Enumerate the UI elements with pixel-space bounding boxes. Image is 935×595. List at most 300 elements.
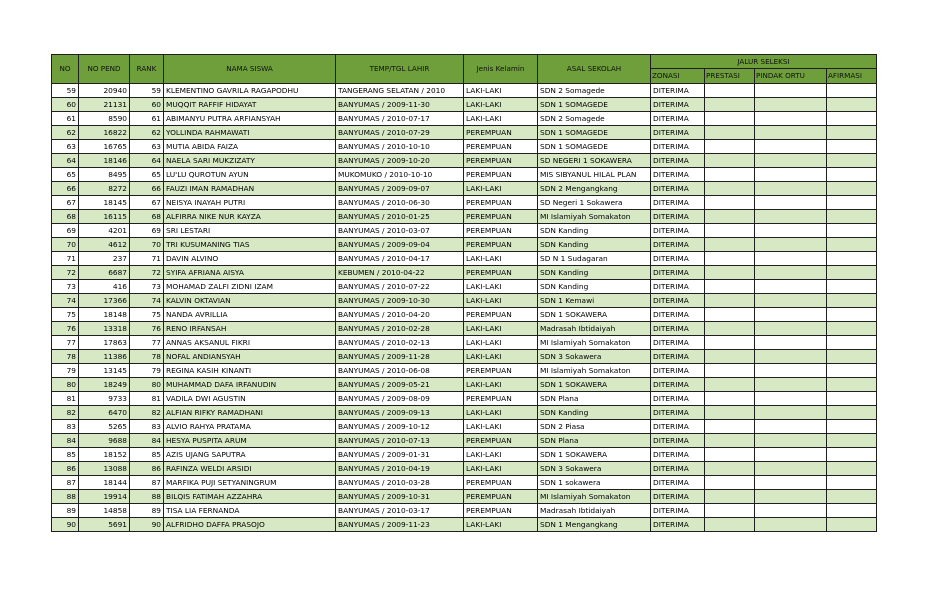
- cell-temp-tgl-lahir: BANYUMAS / 2009-11-28: [336, 350, 464, 364]
- cell-temp-tgl-lahir: BANYUMAS / 2009-10-30: [336, 294, 464, 308]
- cell-temp-tgl-lahir: BANYUMAS / 2010-02-13: [336, 336, 464, 350]
- cell-temp-tgl-lahir: BANYUMAS / 2010-06-08: [336, 364, 464, 378]
- cell-nama-siswa: ABIMANYU PUTRA ARFIANSYAH: [164, 112, 336, 126]
- cell-temp-tgl-lahir: BANYUMAS / 2010-07-29: [336, 126, 464, 140]
- cell-no: 80: [52, 378, 79, 392]
- cell-afirmasi: [827, 182, 877, 196]
- cell-pindak-ortu: [755, 490, 827, 504]
- table-row: [52, 434, 877, 448]
- cell-nama-siswa: HESYA PUSPITA ARUM: [164, 434, 336, 448]
- cell-prestasi: [705, 406, 755, 420]
- cell-pindak-ortu: [755, 336, 827, 350]
- table-row: [52, 294, 877, 308]
- cell-asal-sekolah: SDN 1 Mengangkang: [538, 518, 651, 532]
- cell-afirmasi: [827, 168, 877, 182]
- cell-no-pend: 5265: [79, 420, 130, 434]
- cell-asal-sekolah: MI Islamiyah Somakaton: [538, 210, 651, 224]
- cell-rank: 78: [130, 350, 164, 364]
- cell-asal-sekolah: SDN 3 Sokawera: [538, 350, 651, 364]
- cell-no: 61: [52, 112, 79, 126]
- cell-rank: 67: [130, 196, 164, 210]
- cell-rank: 72: [130, 266, 164, 280]
- cell-jenis-kelamin: LAKI-LAKI: [464, 518, 538, 532]
- cell-zonasi: DITERIMA: [651, 406, 705, 420]
- cell-pindak-ortu: [755, 378, 827, 392]
- cell-zonasi: DITERIMA: [651, 210, 705, 224]
- cell-no: 88: [52, 490, 79, 504]
- cell-prestasi: [705, 210, 755, 224]
- cell-temp-tgl-lahir: TANGERANG SELATAN / 2010: [336, 84, 464, 98]
- cell-zonasi: DITERIMA: [651, 476, 705, 490]
- cell-zonasi: DITERIMA: [651, 126, 705, 140]
- cell-jenis-kelamin: LAKI-LAKI: [464, 378, 538, 392]
- cell-asal-sekolah: SDN 1 SOKAWERA: [538, 448, 651, 462]
- student-selection-table: [51, 54, 877, 532]
- table-row: [52, 140, 877, 154]
- table-row: [52, 364, 877, 378]
- cell-pindak-ortu: [755, 476, 827, 490]
- cell-no: 76: [52, 322, 79, 336]
- cell-rank: 82: [130, 406, 164, 420]
- cell-jenis-kelamin: LAKI-LAKI: [464, 98, 538, 112]
- cell-no-pend: 13088: [79, 462, 130, 476]
- cell-temp-tgl-lahir: BANYUMAS / 2010-02-28: [336, 322, 464, 336]
- cell-jenis-kelamin: LAKI-LAKI: [464, 350, 538, 364]
- table-row: [52, 476, 877, 490]
- cell-nama-siswa: REGINA KASIH KINANTI: [164, 364, 336, 378]
- cell-afirmasi: [827, 224, 877, 238]
- cell-nama-siswa: RAFINZA WELDI ARSIDI: [164, 462, 336, 476]
- cell-temp-tgl-lahir: BANYUMAS / 2009-10-12: [336, 420, 464, 434]
- cell-no: 77: [52, 336, 79, 350]
- cell-jenis-kelamin: LAKI-LAKI: [464, 182, 538, 196]
- table-row: [52, 336, 877, 350]
- cell-no-pend: 18144: [79, 476, 130, 490]
- cell-prestasi: [705, 378, 755, 392]
- cell-nama-siswa: NEISYA INAYAH PUTRI: [164, 196, 336, 210]
- table-row: [52, 518, 877, 532]
- cell-no-pend: 21131: [79, 98, 130, 112]
- cell-asal-sekolah: SDN 2 Somagede: [538, 84, 651, 98]
- cell-pindak-ortu: [755, 462, 827, 476]
- cell-prestasi: [705, 238, 755, 252]
- cell-asal-sekolah: SDN Kanding: [538, 224, 651, 238]
- cell-no-pend: 17863: [79, 336, 130, 350]
- cell-afirmasi: [827, 476, 877, 490]
- cell-no: 81: [52, 392, 79, 406]
- cell-asal-sekolah: SDN 2 Mengangkang: [538, 182, 651, 196]
- cell-prestasi: [705, 266, 755, 280]
- cell-asal-sekolah: SDN 3 Sokawera: [538, 462, 651, 476]
- cell-zonasi: DITERIMA: [651, 252, 705, 266]
- cell-no: 89: [52, 504, 79, 518]
- cell-afirmasi: [827, 518, 877, 532]
- cell-jenis-kelamin: PEREMPUAN: [464, 154, 538, 168]
- cell-nama-siswa: YOLLINDA RAHMAWATI: [164, 126, 336, 140]
- cell-prestasi: [705, 224, 755, 238]
- cell-afirmasi: [827, 112, 877, 126]
- cell-nama-siswa: ALFRIDHO DAFFA PRASOJO: [164, 518, 336, 532]
- cell-zonasi: DITERIMA: [651, 182, 705, 196]
- header-no-pend: NO PEND: [79, 55, 130, 84]
- cell-nama-siswa: MARFIKA PUJI SETYANINGRUM: [164, 476, 336, 490]
- cell-prestasi: [705, 98, 755, 112]
- cell-nama-siswa: SRI LESTARI: [164, 224, 336, 238]
- cell-jenis-kelamin: PEREMPUAN: [464, 238, 538, 252]
- cell-no-pend: 19914: [79, 490, 130, 504]
- cell-no: 83: [52, 420, 79, 434]
- cell-prestasi: [705, 140, 755, 154]
- cell-afirmasi: [827, 378, 877, 392]
- cell-temp-tgl-lahir: BANYUMAS / 2010-03-28: [336, 476, 464, 490]
- table-row: [52, 462, 877, 476]
- cell-afirmasi: [827, 462, 877, 476]
- cell-prestasi: [705, 308, 755, 322]
- cell-pindak-ortu: [755, 196, 827, 210]
- cell-prestasi: [705, 322, 755, 336]
- cell-rank: 66: [130, 182, 164, 196]
- cell-no-pend: 18146: [79, 154, 130, 168]
- cell-rank: 69: [130, 224, 164, 238]
- cell-pindak-ortu: [755, 266, 827, 280]
- cell-zonasi: DITERIMA: [651, 434, 705, 448]
- cell-temp-tgl-lahir: BANYUMAS / 2010-01-25: [336, 210, 464, 224]
- cell-zonasi: DITERIMA: [651, 420, 705, 434]
- cell-afirmasi: [827, 98, 877, 112]
- cell-temp-tgl-lahir: BANYUMAS / 2009-09-04: [336, 238, 464, 252]
- cell-prestasi: [705, 490, 755, 504]
- cell-prestasi: [705, 168, 755, 182]
- cell-no: 68: [52, 210, 79, 224]
- cell-temp-tgl-lahir: BANYUMAS / 2009-09-07: [336, 182, 464, 196]
- cell-prestasi: [705, 448, 755, 462]
- cell-zonasi: DITERIMA: [651, 392, 705, 406]
- cell-asal-sekolah: SDN Plana: [538, 392, 651, 406]
- cell-afirmasi: [827, 266, 877, 280]
- cell-asal-sekolah: SD NEGERI 1 SOKAWERA: [538, 154, 651, 168]
- cell-afirmasi: [827, 196, 877, 210]
- cell-no: 86: [52, 462, 79, 476]
- cell-asal-sekolah: SDN 1 sokawera: [538, 476, 651, 490]
- cell-no-pend: 8272: [79, 182, 130, 196]
- table-row: [52, 448, 877, 462]
- cell-no-pend: 17366: [79, 294, 130, 308]
- cell-rank: 70: [130, 238, 164, 252]
- cell-nama-siswa: MUTIA ABIDA FAIZA: [164, 140, 336, 154]
- cell-afirmasi: [827, 252, 877, 266]
- cell-temp-tgl-lahir: KEBUMEN / 2010-04-22: [336, 266, 464, 280]
- cell-pindak-ortu: [755, 112, 827, 126]
- table-row: [52, 182, 877, 196]
- cell-rank: 86: [130, 462, 164, 476]
- cell-no: 70: [52, 238, 79, 252]
- cell-jenis-kelamin: PEREMPUAN: [464, 490, 538, 504]
- cell-rank: 87: [130, 476, 164, 490]
- table-row: [52, 84, 877, 98]
- cell-temp-tgl-lahir: BANYUMAS / 2009-09-13: [336, 406, 464, 420]
- cell-asal-sekolah: SDN Kanding: [538, 280, 651, 294]
- cell-temp-tgl-lahir: BANYUMAS / 2010-03-07: [336, 224, 464, 238]
- cell-afirmasi: [827, 350, 877, 364]
- cell-no: 82: [52, 406, 79, 420]
- cell-jenis-kelamin: PEREMPUAN: [464, 476, 538, 490]
- cell-jenis-kelamin: PEREMPUAN: [464, 196, 538, 210]
- cell-jenis-kelamin: LAKI-LAKI: [464, 336, 538, 350]
- cell-rank: 85: [130, 448, 164, 462]
- cell-nama-siswa: MUQQIT RAFFIF HIDAYAT: [164, 98, 336, 112]
- table-row: [52, 196, 877, 210]
- cell-rank: 83: [130, 420, 164, 434]
- cell-temp-tgl-lahir: BANYUMAS / 2009-05-21: [336, 378, 464, 392]
- cell-afirmasi: [827, 154, 877, 168]
- cell-nama-siswa: MUHAMMAD DAFA IRFANUDIN: [164, 378, 336, 392]
- table-row: [52, 490, 877, 504]
- cell-asal-sekolah: SDN Kanding: [538, 238, 651, 252]
- cell-pindak-ortu: [755, 126, 827, 140]
- cell-no-pend: 20940: [79, 84, 130, 98]
- cell-zonasi: DITERIMA: [651, 266, 705, 280]
- cell-jenis-kelamin: LAKI-LAKI: [464, 448, 538, 462]
- table-row: [52, 322, 877, 336]
- cell-zonasi: DITERIMA: [651, 448, 705, 462]
- header-prestasi: PRESTASI: [705, 69, 755, 84]
- cell-pindak-ortu: [755, 518, 827, 532]
- cell-jenis-kelamin: LAKI-LAKI: [464, 462, 538, 476]
- cell-jenis-kelamin: PEREMPUAN: [464, 308, 538, 322]
- cell-asal-sekolah: SDN 1 SOMAGEDE: [538, 98, 651, 112]
- cell-no: 67: [52, 196, 79, 210]
- cell-no-pend: 18249: [79, 378, 130, 392]
- cell-pindak-ortu: [755, 322, 827, 336]
- cell-zonasi: DITERIMA: [651, 280, 705, 294]
- cell-no-pend: 5691: [79, 518, 130, 532]
- cell-rank: 76: [130, 322, 164, 336]
- cell-nama-siswa: RENO IRFANSAH: [164, 322, 336, 336]
- cell-nama-siswa: TRI KUSUMANING TIAS: [164, 238, 336, 252]
- cell-no: 90: [52, 518, 79, 532]
- cell-asal-sekolah: SDN 1 SOKAWERA: [538, 378, 651, 392]
- table-row: [52, 266, 877, 280]
- cell-pindak-ortu: [755, 392, 827, 406]
- cell-rank: 77: [130, 336, 164, 350]
- cell-no-pend: 8590: [79, 112, 130, 126]
- cell-afirmasi: [827, 84, 877, 98]
- cell-temp-tgl-lahir: BANYUMAS / 2009-01-31: [336, 448, 464, 462]
- cell-jenis-kelamin: PEREMPUAN: [464, 392, 538, 406]
- cell-no: 72: [52, 266, 79, 280]
- cell-prestasi: [705, 280, 755, 294]
- header-zonasi: ZONASI: [651, 69, 705, 84]
- cell-pindak-ortu: [755, 406, 827, 420]
- cell-jenis-kelamin: PEREMPUAN: [464, 504, 538, 518]
- cell-pindak-ortu: [755, 420, 827, 434]
- cell-zonasi: DITERIMA: [651, 504, 705, 518]
- cell-rank: 73: [130, 280, 164, 294]
- cell-no: 75: [52, 308, 79, 322]
- cell-temp-tgl-lahir: BANYUMAS / 2010-04-19: [336, 462, 464, 476]
- cell-zonasi: DITERIMA: [651, 224, 705, 238]
- cell-asal-sekolah: MI Islamiyah Somakaton: [538, 336, 651, 350]
- cell-no-pend: 6687: [79, 266, 130, 280]
- cell-temp-tgl-lahir: BANYUMAS / 2009-10-31: [336, 490, 464, 504]
- table-body: [52, 84, 877, 532]
- cell-rank: 62: [130, 126, 164, 140]
- cell-nama-siswa: KLEMENTINO GAVRILA RAGAPODHU: [164, 84, 336, 98]
- cell-afirmasi: [827, 336, 877, 350]
- cell-no: 71: [52, 252, 79, 266]
- cell-asal-sekolah: SDN Plana: [538, 434, 651, 448]
- cell-zonasi: DITERIMA: [651, 140, 705, 154]
- cell-prestasi: [705, 336, 755, 350]
- cell-prestasi: [705, 518, 755, 532]
- cell-asal-sekolah: MI Islamiyah Somakaton: [538, 364, 651, 378]
- cell-rank: 61: [130, 112, 164, 126]
- cell-pindak-ortu: [755, 210, 827, 224]
- cell-prestasi: [705, 112, 755, 126]
- cell-pindak-ortu: [755, 448, 827, 462]
- cell-rank: 64: [130, 154, 164, 168]
- cell-temp-tgl-lahir: BANYUMAS / 2010-04-17: [336, 252, 464, 266]
- cell-no-pend: 18152: [79, 448, 130, 462]
- cell-zonasi: DITERIMA: [651, 336, 705, 350]
- cell-temp-tgl-lahir: BANYUMAS / 2010-06-30: [336, 196, 464, 210]
- cell-prestasi: [705, 350, 755, 364]
- cell-rank: 65: [130, 168, 164, 182]
- cell-zonasi: DITERIMA: [651, 168, 705, 182]
- cell-jenis-kelamin: LAKI-LAKI: [464, 84, 538, 98]
- cell-nama-siswa: TISA LIA FERNANDA: [164, 504, 336, 518]
- cell-pindak-ortu: [755, 140, 827, 154]
- cell-no: 65: [52, 168, 79, 182]
- cell-rank: 79: [130, 364, 164, 378]
- cell-temp-tgl-lahir: BANYUMAS / 2010-07-13: [336, 434, 464, 448]
- table-row: [52, 392, 877, 406]
- cell-prestasi: [705, 462, 755, 476]
- cell-temp-tgl-lahir: BANYUMAS / 2009-11-30: [336, 98, 464, 112]
- cell-pindak-ortu: [755, 364, 827, 378]
- cell-no-pend: 4201: [79, 224, 130, 238]
- cell-asal-sekolah: SDN 2 Piasa: [538, 420, 651, 434]
- cell-jenis-kelamin: PEREMPUAN: [464, 140, 538, 154]
- cell-pindak-ortu: [755, 84, 827, 98]
- cell-asal-sekolah: Madrasah Ibtidaiyah: [538, 504, 651, 518]
- cell-afirmasi: [827, 238, 877, 252]
- cell-afirmasi: [827, 406, 877, 420]
- table-row: [52, 406, 877, 420]
- cell-jenis-kelamin: PEREMPUAN: [464, 224, 538, 238]
- cell-afirmasi: [827, 434, 877, 448]
- cell-pindak-ortu: [755, 308, 827, 322]
- cell-zonasi: DITERIMA: [651, 322, 705, 336]
- header-nama-siswa: NAMA SISWA: [164, 55, 336, 84]
- cell-temp-tgl-lahir: BANYUMAS / 2009-08-09: [336, 392, 464, 406]
- cell-no-pend: 13145: [79, 364, 130, 378]
- cell-nama-siswa: ALVIO RAHYA PRATAMA: [164, 420, 336, 434]
- cell-prestasi: [705, 504, 755, 518]
- cell-jenis-kelamin: PEREMPUAN: [464, 266, 538, 280]
- cell-afirmasi: [827, 210, 877, 224]
- cell-no-pend: 14858: [79, 504, 130, 518]
- header-afirmasi: AFIRMASI: [827, 69, 877, 84]
- cell-pindak-ortu: [755, 504, 827, 518]
- cell-afirmasi: [827, 392, 877, 406]
- cell-prestasi: [705, 182, 755, 196]
- cell-no: 73: [52, 280, 79, 294]
- cell-pindak-ortu: [755, 154, 827, 168]
- cell-no-pend: 9733: [79, 392, 130, 406]
- cell-no-pend: 16765: [79, 140, 130, 154]
- header-jenis-kelamin: Jenis Kelamin: [464, 55, 538, 84]
- cell-asal-sekolah: SDN 1 SOMAGEDE: [538, 126, 651, 140]
- cell-asal-sekolah: MIS SIBYANUL HILAL PLAN: [538, 168, 651, 182]
- cell-rank: 74: [130, 294, 164, 308]
- cell-jenis-kelamin: PEREMPUAN: [464, 126, 538, 140]
- cell-no: 84: [52, 434, 79, 448]
- cell-pindak-ortu: [755, 238, 827, 252]
- cell-nama-siswa: FAUZI IMAN RAMADHAN: [164, 182, 336, 196]
- cell-no: 59: [52, 84, 79, 98]
- cell-zonasi: DITERIMA: [651, 238, 705, 252]
- cell-nama-siswa: SYIFA AFRIANA AISYA: [164, 266, 336, 280]
- cell-temp-tgl-lahir: BANYUMAS / 2009-11-23: [336, 518, 464, 532]
- cell-rank: 75: [130, 308, 164, 322]
- cell-no-pend: 237: [79, 252, 130, 266]
- cell-zonasi: DITERIMA: [651, 84, 705, 98]
- cell-temp-tgl-lahir: BANYUMAS / 2010-07-22: [336, 280, 464, 294]
- cell-afirmasi: [827, 308, 877, 322]
- cell-zonasi: DITERIMA: [651, 294, 705, 308]
- cell-prestasi: [705, 476, 755, 490]
- table-row: [52, 252, 877, 266]
- cell-rank: 68: [130, 210, 164, 224]
- cell-jenis-kelamin: PEREMPUAN: [464, 168, 538, 182]
- cell-no-pend: 4612: [79, 238, 130, 252]
- cell-pindak-ortu: [755, 168, 827, 182]
- cell-pindak-ortu: [755, 280, 827, 294]
- cell-no: 66: [52, 182, 79, 196]
- cell-prestasi: [705, 434, 755, 448]
- cell-nama-siswa: KALVIN OKTAVIAN: [164, 294, 336, 308]
- cell-nama-siswa: NAELA SARI MUKZIZATY: [164, 154, 336, 168]
- cell-rank: 90: [130, 518, 164, 532]
- cell-jenis-kelamin: LAKI-LAKI: [464, 406, 538, 420]
- cell-nama-siswa: ALFIAN RIFKY RAMADHANI: [164, 406, 336, 420]
- cell-nama-siswa: VADILA DWI AGUSTIN: [164, 392, 336, 406]
- cell-no: 87: [52, 476, 79, 490]
- cell-pindak-ortu: [755, 98, 827, 112]
- cell-no-pend: 416: [79, 280, 130, 294]
- cell-rank: 80: [130, 378, 164, 392]
- table-row: [52, 350, 877, 364]
- table-row: [52, 378, 877, 392]
- header-temp-tgl-lahir: TEMP/TGL LAHIR: [336, 55, 464, 84]
- cell-jenis-kelamin: LAKI-LAKI: [464, 280, 538, 294]
- cell-no-pend: 6470: [79, 406, 130, 420]
- cell-rank: 81: [130, 392, 164, 406]
- cell-temp-tgl-lahir: BANYUMAS / 2010-07-17: [336, 112, 464, 126]
- table-row: [52, 126, 877, 140]
- cell-no-pend: 18145: [79, 196, 130, 210]
- cell-asal-sekolah: SD Negeri 1 Sokawera: [538, 196, 651, 210]
- cell-asal-sekolah: SDN 1 SOKAWERA: [538, 308, 651, 322]
- cell-rank: 84: [130, 434, 164, 448]
- cell-afirmasi: [827, 140, 877, 154]
- cell-temp-tgl-lahir: MUKOMUKO / 2010-10-10: [336, 168, 464, 182]
- cell-jenis-kelamin: PEREMPUAN: [464, 364, 538, 378]
- cell-rank: 71: [130, 252, 164, 266]
- cell-asal-sekolah: SDN 1 Kemawi: [538, 294, 651, 308]
- cell-jenis-kelamin: LAKI-LAKI: [464, 322, 538, 336]
